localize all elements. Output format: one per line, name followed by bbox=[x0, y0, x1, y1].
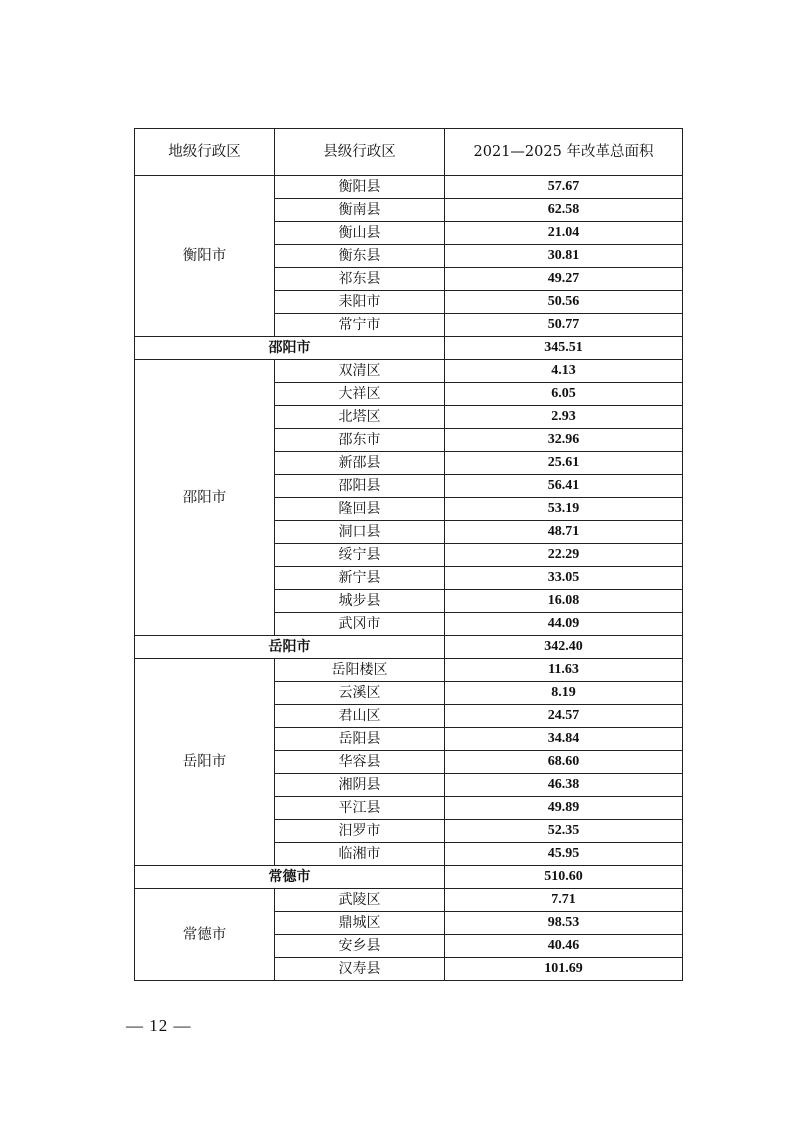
county-name-cell: 安乡县 bbox=[275, 935, 445, 958]
county-name-cell: 华容县 bbox=[275, 751, 445, 774]
area-value-cell: 49.89 bbox=[445, 797, 683, 820]
table-body bbox=[135, 176, 683, 981]
county-name-cell: 大祥区 bbox=[275, 383, 445, 406]
subtotal-city-name: 岳阳市 bbox=[135, 636, 445, 659]
county-name-cell: 鼎城区 bbox=[275, 912, 445, 935]
county-name-cell: 邵阳县 bbox=[275, 475, 445, 498]
page-number: — 12 — bbox=[126, 1016, 192, 1035]
area-value-cell: 16.08 bbox=[445, 590, 683, 613]
subtotal-value: 345.51 bbox=[445, 337, 683, 360]
county-name-cell: 绥宁县 bbox=[275, 544, 445, 567]
county-name-cell: 临湘市 bbox=[275, 843, 445, 866]
table-row bbox=[135, 659, 683, 682]
county-name-cell: 岳阳县 bbox=[275, 728, 445, 751]
header-county: 县级行政区 bbox=[275, 129, 445, 176]
county-name-cell: 平江县 bbox=[275, 797, 445, 820]
area-value-cell: 98.53 bbox=[445, 912, 683, 935]
area-value-cell: 45.95 bbox=[445, 843, 683, 866]
subtotal-value: 510.60 bbox=[445, 866, 683, 889]
area-value-cell: 46.38 bbox=[445, 774, 683, 797]
county-name-cell: 衡山县 bbox=[275, 222, 445, 245]
county-name-cell: 隆回县 bbox=[275, 498, 445, 521]
area-value-cell: 6.05 bbox=[445, 383, 683, 406]
area-value-cell: 32.96 bbox=[445, 429, 683, 452]
area-value-cell: 53.19 bbox=[445, 498, 683, 521]
subtotal-value: 342.40 bbox=[445, 636, 683, 659]
subtotal-city-name: 邵阳市 bbox=[135, 337, 445, 360]
area-value-cell: 52.35 bbox=[445, 820, 683, 843]
area-value-cell: 50.77 bbox=[445, 314, 683, 337]
county-name-cell: 武冈市 bbox=[275, 613, 445, 636]
county-name-cell: 汉寿县 bbox=[275, 958, 445, 981]
county-name-cell: 汨罗市 bbox=[275, 820, 445, 843]
county-name-cell: 耒阳市 bbox=[275, 291, 445, 314]
prefecture-cell: 岳阳市 bbox=[135, 659, 275, 866]
area-value-cell: 56.41 bbox=[445, 475, 683, 498]
county-name-cell: 云溪区 bbox=[275, 682, 445, 705]
area-value-cell: 11.63 bbox=[445, 659, 683, 682]
county-name-cell: 岳阳楼区 bbox=[275, 659, 445, 682]
subtotal-row bbox=[135, 636, 683, 659]
county-name-cell: 新邵县 bbox=[275, 452, 445, 475]
table-row bbox=[135, 889, 683, 912]
county-name-cell: 衡阳县 bbox=[275, 176, 445, 199]
area-value-cell: 33.05 bbox=[445, 567, 683, 590]
header-prefecture: 地级行政区 bbox=[135, 129, 275, 176]
county-name-cell: 常宁市 bbox=[275, 314, 445, 337]
prefecture-cell: 衡阳市 bbox=[135, 176, 275, 337]
area-value-cell: 2.93 bbox=[445, 406, 683, 429]
area-value-cell: 30.81 bbox=[445, 245, 683, 268]
subtotal-row bbox=[135, 866, 683, 889]
area-value-cell: 48.71 bbox=[445, 521, 683, 544]
prefecture-cell: 常德市 bbox=[135, 889, 275, 981]
subtotal-city-name: 常德市 bbox=[135, 866, 445, 889]
area-value-cell: 101.69 bbox=[445, 958, 683, 981]
area-value-cell: 8.19 bbox=[445, 682, 683, 705]
county-name-cell: 湘阴县 bbox=[275, 774, 445, 797]
area-value-cell: 7.71 bbox=[445, 889, 683, 912]
county-name-cell: 城步县 bbox=[275, 590, 445, 613]
area-value-cell: 21.04 bbox=[445, 222, 683, 245]
subtotal-row bbox=[135, 337, 683, 360]
area-value-cell: 34.84 bbox=[445, 728, 683, 751]
county-name-cell: 衡南县 bbox=[275, 199, 445, 222]
county-name-cell: 北塔区 bbox=[275, 406, 445, 429]
area-value-cell: 49.27 bbox=[445, 268, 683, 291]
county-name-cell: 祁东县 bbox=[275, 268, 445, 291]
area-value-cell: 24.57 bbox=[445, 705, 683, 728]
area-value-cell: 22.29 bbox=[445, 544, 683, 567]
county-name-cell: 武陵区 bbox=[275, 889, 445, 912]
area-value-cell: 40.46 bbox=[445, 935, 683, 958]
county-name-cell: 衡东县 bbox=[275, 245, 445, 268]
county-name-cell: 新宁县 bbox=[275, 567, 445, 590]
county-name-cell: 双清区 bbox=[275, 360, 445, 383]
county-name-cell: 君山区 bbox=[275, 705, 445, 728]
reform-area-table bbox=[134, 128, 683, 981]
prefecture-cell: 邵阳市 bbox=[135, 360, 275, 636]
area-value-cell: 44.09 bbox=[445, 613, 683, 636]
area-value-cell: 50.56 bbox=[445, 291, 683, 314]
area-value-cell: 68.60 bbox=[445, 751, 683, 774]
area-value-cell: 62.58 bbox=[445, 199, 683, 222]
county-name-cell: 邵东市 bbox=[275, 429, 445, 452]
area-value-cell: 4.13 bbox=[445, 360, 683, 383]
county-name-cell: 洞口县 bbox=[275, 521, 445, 544]
table-row bbox=[135, 360, 683, 383]
table-row bbox=[135, 176, 683, 199]
area-value-cell: 57.67 bbox=[445, 176, 683, 199]
header-total-area: 2021—2025 年改革总面积 bbox=[445, 129, 683, 176]
area-value-cell: 25.61 bbox=[445, 452, 683, 475]
table-header-row bbox=[135, 129, 683, 176]
